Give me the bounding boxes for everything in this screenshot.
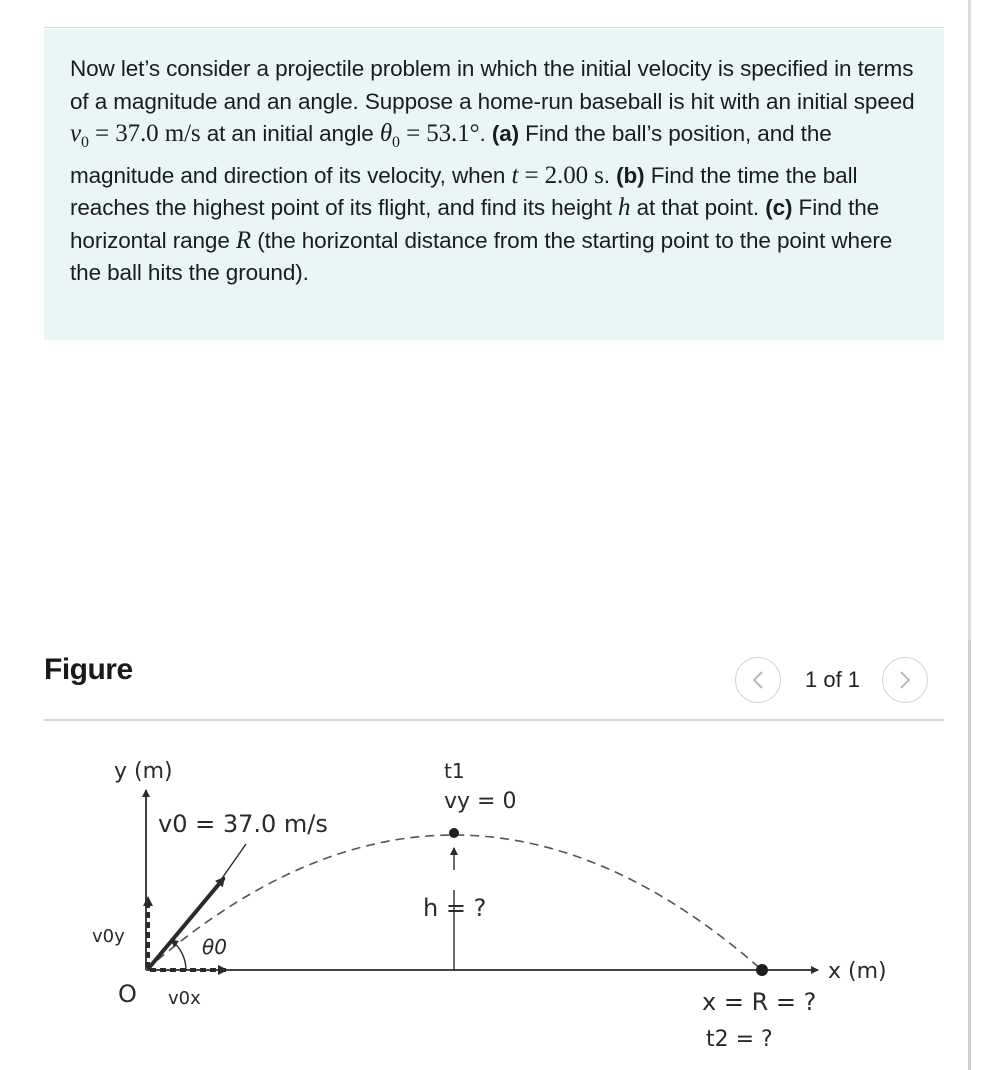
right-scroll-edge-lower (968, 640, 971, 1070)
part-a-label: (a) (491, 121, 520, 146)
v0-label: v0 = 37.0 m/s (158, 810, 328, 838)
theta-symbol: θ (379, 120, 393, 147)
problem-statement-panel (44, 29, 944, 340)
top-divider (44, 27, 944, 28)
figure-pagination (735, 656, 928, 704)
theta-subscript: 0 (392, 134, 400, 151)
problem-statement: Now let’s consider a projectile problem in which the initial velocity is specified in terms of a magnitude and an angle. Suppose a home-run baseball is hit with an initial speed $v_0 = 37.0$ m/s at an initial angle $\theta_0 = 53.1^\circ$. (a) Find the ball’s position, and the magnitude and direction of its velocity, when t = 2.00 s. (b) Find the time the ball reaches the highest point of its flight, and find its height h at that point. (c) Find the horizontal range R (the horizontal distance from the starting point to the point where the ball hits the ground). (70, 56, 915, 285)
R-symbol: R (235, 226, 252, 254)
part-c-text: Find the horizontal range (70, 195, 880, 253)
angle-arc (171, 940, 186, 970)
part-b-tail: at that point. (636, 195, 760, 220)
t2-label: t2 = ? (706, 1027, 773, 1052)
part-c-tail: (the horizontal distance from the starting point to the point where the ball hits the ground). (70, 227, 893, 285)
projectile-diagram (0, 720, 960, 1070)
part-a-text: Find the ball’s position, and the magnitude and direction of its velocity, when (70, 121, 832, 188)
problem-intro: Now let’s consider a projectile problem in which the initial velocity is specified in terms of a magnitude and an angle. Suppose a home-run baseball is hit with an initial speed (70, 56, 915, 114)
previous-figure-button[interactable] (735, 657, 781, 703)
theta-expression: $\theta_0 = 53.1^\circ$ (379, 120, 480, 151)
next-figure-button[interactable] (882, 657, 928, 703)
part-b-text: Find the time the ball reaches the highest point of its flight, and find its height (70, 162, 858, 220)
apex-point (449, 828, 459, 838)
theta-value: 53.1° (426, 120, 480, 147)
height-label: h = ? (423, 894, 487, 922)
v0x-label: v0x (168, 988, 201, 1009)
origin-label: O (118, 980, 137, 1008)
part-c-label: (c) (765, 195, 793, 220)
t1-label: t1 (444, 759, 465, 783)
figure-counter: 1 of 1 (805, 667, 861, 692)
t-expression: t = 2.00 s (511, 161, 604, 189)
x-axis-label: x (m) (828, 959, 887, 984)
vy-label: vy = 0 (444, 789, 517, 814)
v0-subscript: 0 (81, 134, 89, 151)
v0-leader-line (218, 844, 246, 884)
t-symbol: t (511, 161, 519, 189)
range-label: x = R = ? (702, 988, 817, 1016)
chevron-right-icon (898, 669, 912, 691)
at-angle-text: at an initial angle (206, 121, 374, 146)
figure-title: Figure (44, 653, 133, 686)
landing-point (756, 964, 768, 976)
part-b-label: (b) (616, 162, 645, 188)
chevron-left-icon (751, 669, 765, 691)
v0-expression: $v_0 = 37.0$ m/s (70, 120, 201, 151)
v0-value: 37.0 m/s (115, 120, 201, 147)
v0-symbol: v (70, 120, 81, 147)
v0y-label: v0y (92, 926, 125, 947)
y-axis-label: y (m) (114, 759, 173, 784)
h-symbol: h (618, 194, 631, 221)
t-value: 2.00 s (544, 161, 604, 189)
theta-label: θ0 (202, 935, 227, 959)
